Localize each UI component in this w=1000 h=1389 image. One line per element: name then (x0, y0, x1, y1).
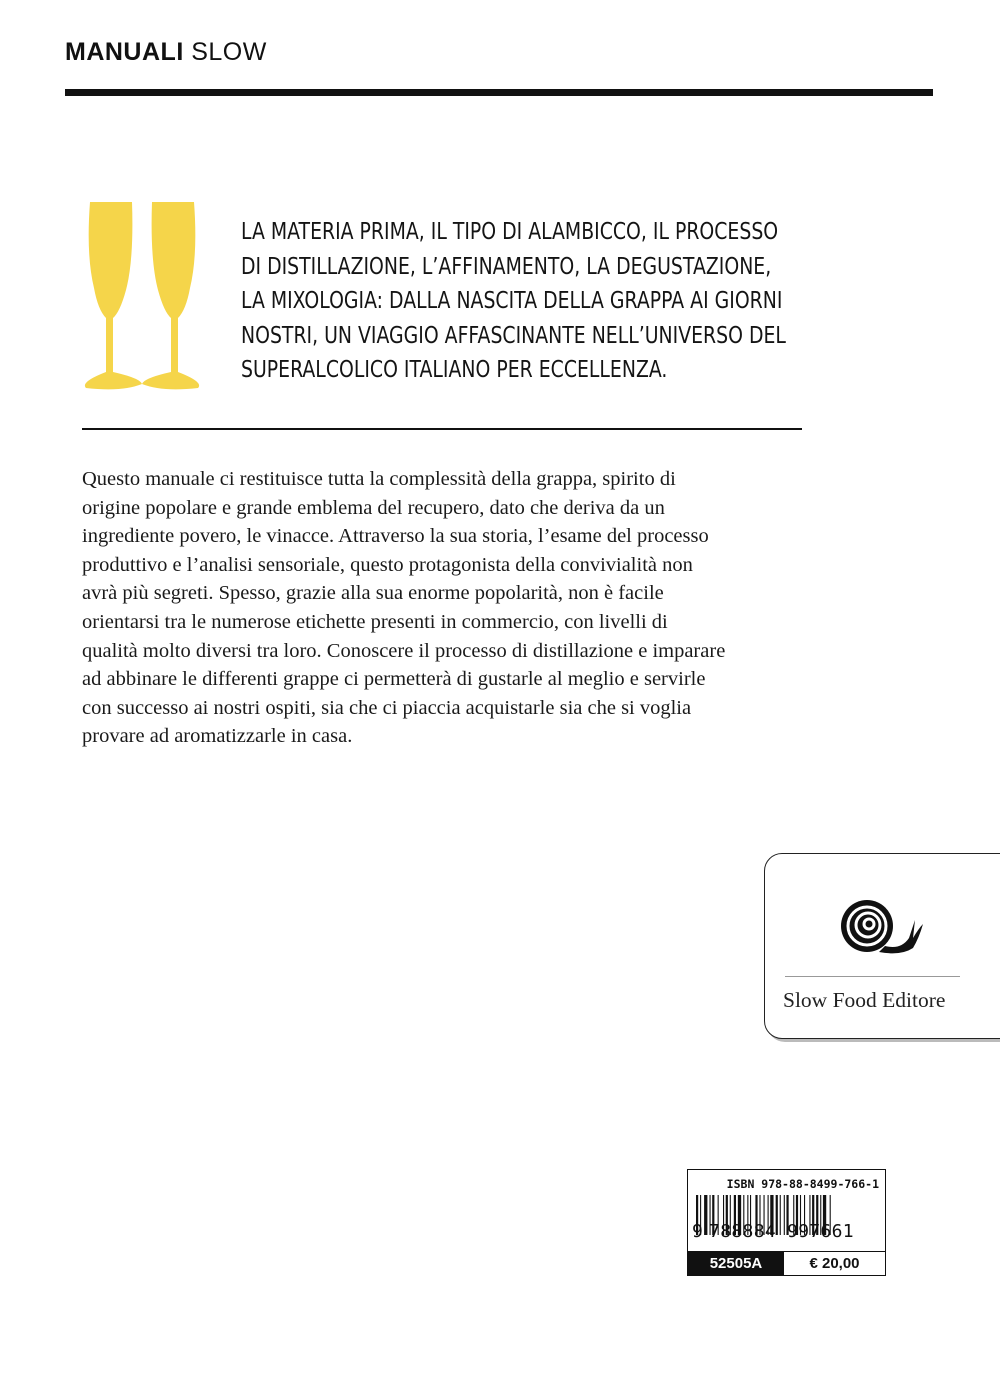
isbn-label: ISBN 978-88-8499-766-1 (726, 1177, 879, 1191)
publisher-divider (785, 976, 960, 977)
tagline (241, 215, 786, 388)
barcode-first-digit: 9 (692, 1221, 704, 1242)
price: € 20,00 (784, 1251, 885, 1275)
series-title-bold: MANUALI (65, 38, 184, 66)
publisher-badge (764, 853, 1000, 1039)
description-line: orientarsi tra le numerose etichette presenti in commercio, con livelli di (82, 610, 668, 633)
snail-icon (835, 894, 925, 960)
description (82, 465, 842, 751)
description-line: provare ad aromatizzarle in casa. (82, 725, 353, 748)
tagline-line: LA MATERIA PRIMA, IL TIPO DI ALAMBICCO, IL PROCESSO (241, 219, 779, 245)
description-line: Questo manuale ci restituisce tutta la complessità della grappa, spirito di (82, 468, 676, 490)
tagline-line: LA MIXOLOGIA: DALLA NASCITA DELLA GRAPPA AI GIORNI (241, 288, 783, 314)
description-line: produttivo e l’analisi sensoriale, questo protagonista della convivialità non (82, 553, 693, 576)
series-title (65, 38, 267, 67)
tagline-line: NOSTRI, UN VIAGGIO AFFASCINANTE NELL’UNIVERSO DEL (241, 322, 786, 349)
description-line: avrà più segreti. Spesso, grazie alla sua enorme popolarità, non è facile (82, 582, 664, 605)
top-divider (65, 89, 933, 96)
description-line: origine popolare e grande emblema del recupero, dato che deriva da un (82, 496, 665, 519)
description-line: ingrediente povero, le vinacce. Attraverso la sua storia, l’esame del processo (82, 525, 709, 548)
description-line: con successo ai nostri ospiti, sia che ci piaccia acquistarle sia che si voglia (82, 696, 692, 719)
publisher-name: Slow Food Editore (783, 988, 946, 1012)
description-line: qualità molto diversi tra loro. Conoscere il processo di distillazione e imparare (82, 639, 726, 662)
series-title-light: SLOW (191, 38, 267, 66)
description-line: ad abbinare le differenti grappe ci permetterà di gustarle al meglio e servirle (82, 668, 706, 691)
tagline-line: SUPERALCOLICO ITALIANO PER ECCELLENZA. (241, 357, 668, 383)
barcode-block (687, 1169, 886, 1276)
barcode-number: 788884 997661 (709, 1221, 854, 1242)
section-divider (82, 428, 802, 430)
product-code: 52505A (688, 1251, 784, 1275)
champagne-glasses-icon (82, 200, 212, 395)
barcode-digits (692, 1221, 882, 1242)
tagline-line: DI DISTILLAZIONE, L’AFFINAMENTO, LA DEGUSTAZIONE, (241, 253, 772, 280)
